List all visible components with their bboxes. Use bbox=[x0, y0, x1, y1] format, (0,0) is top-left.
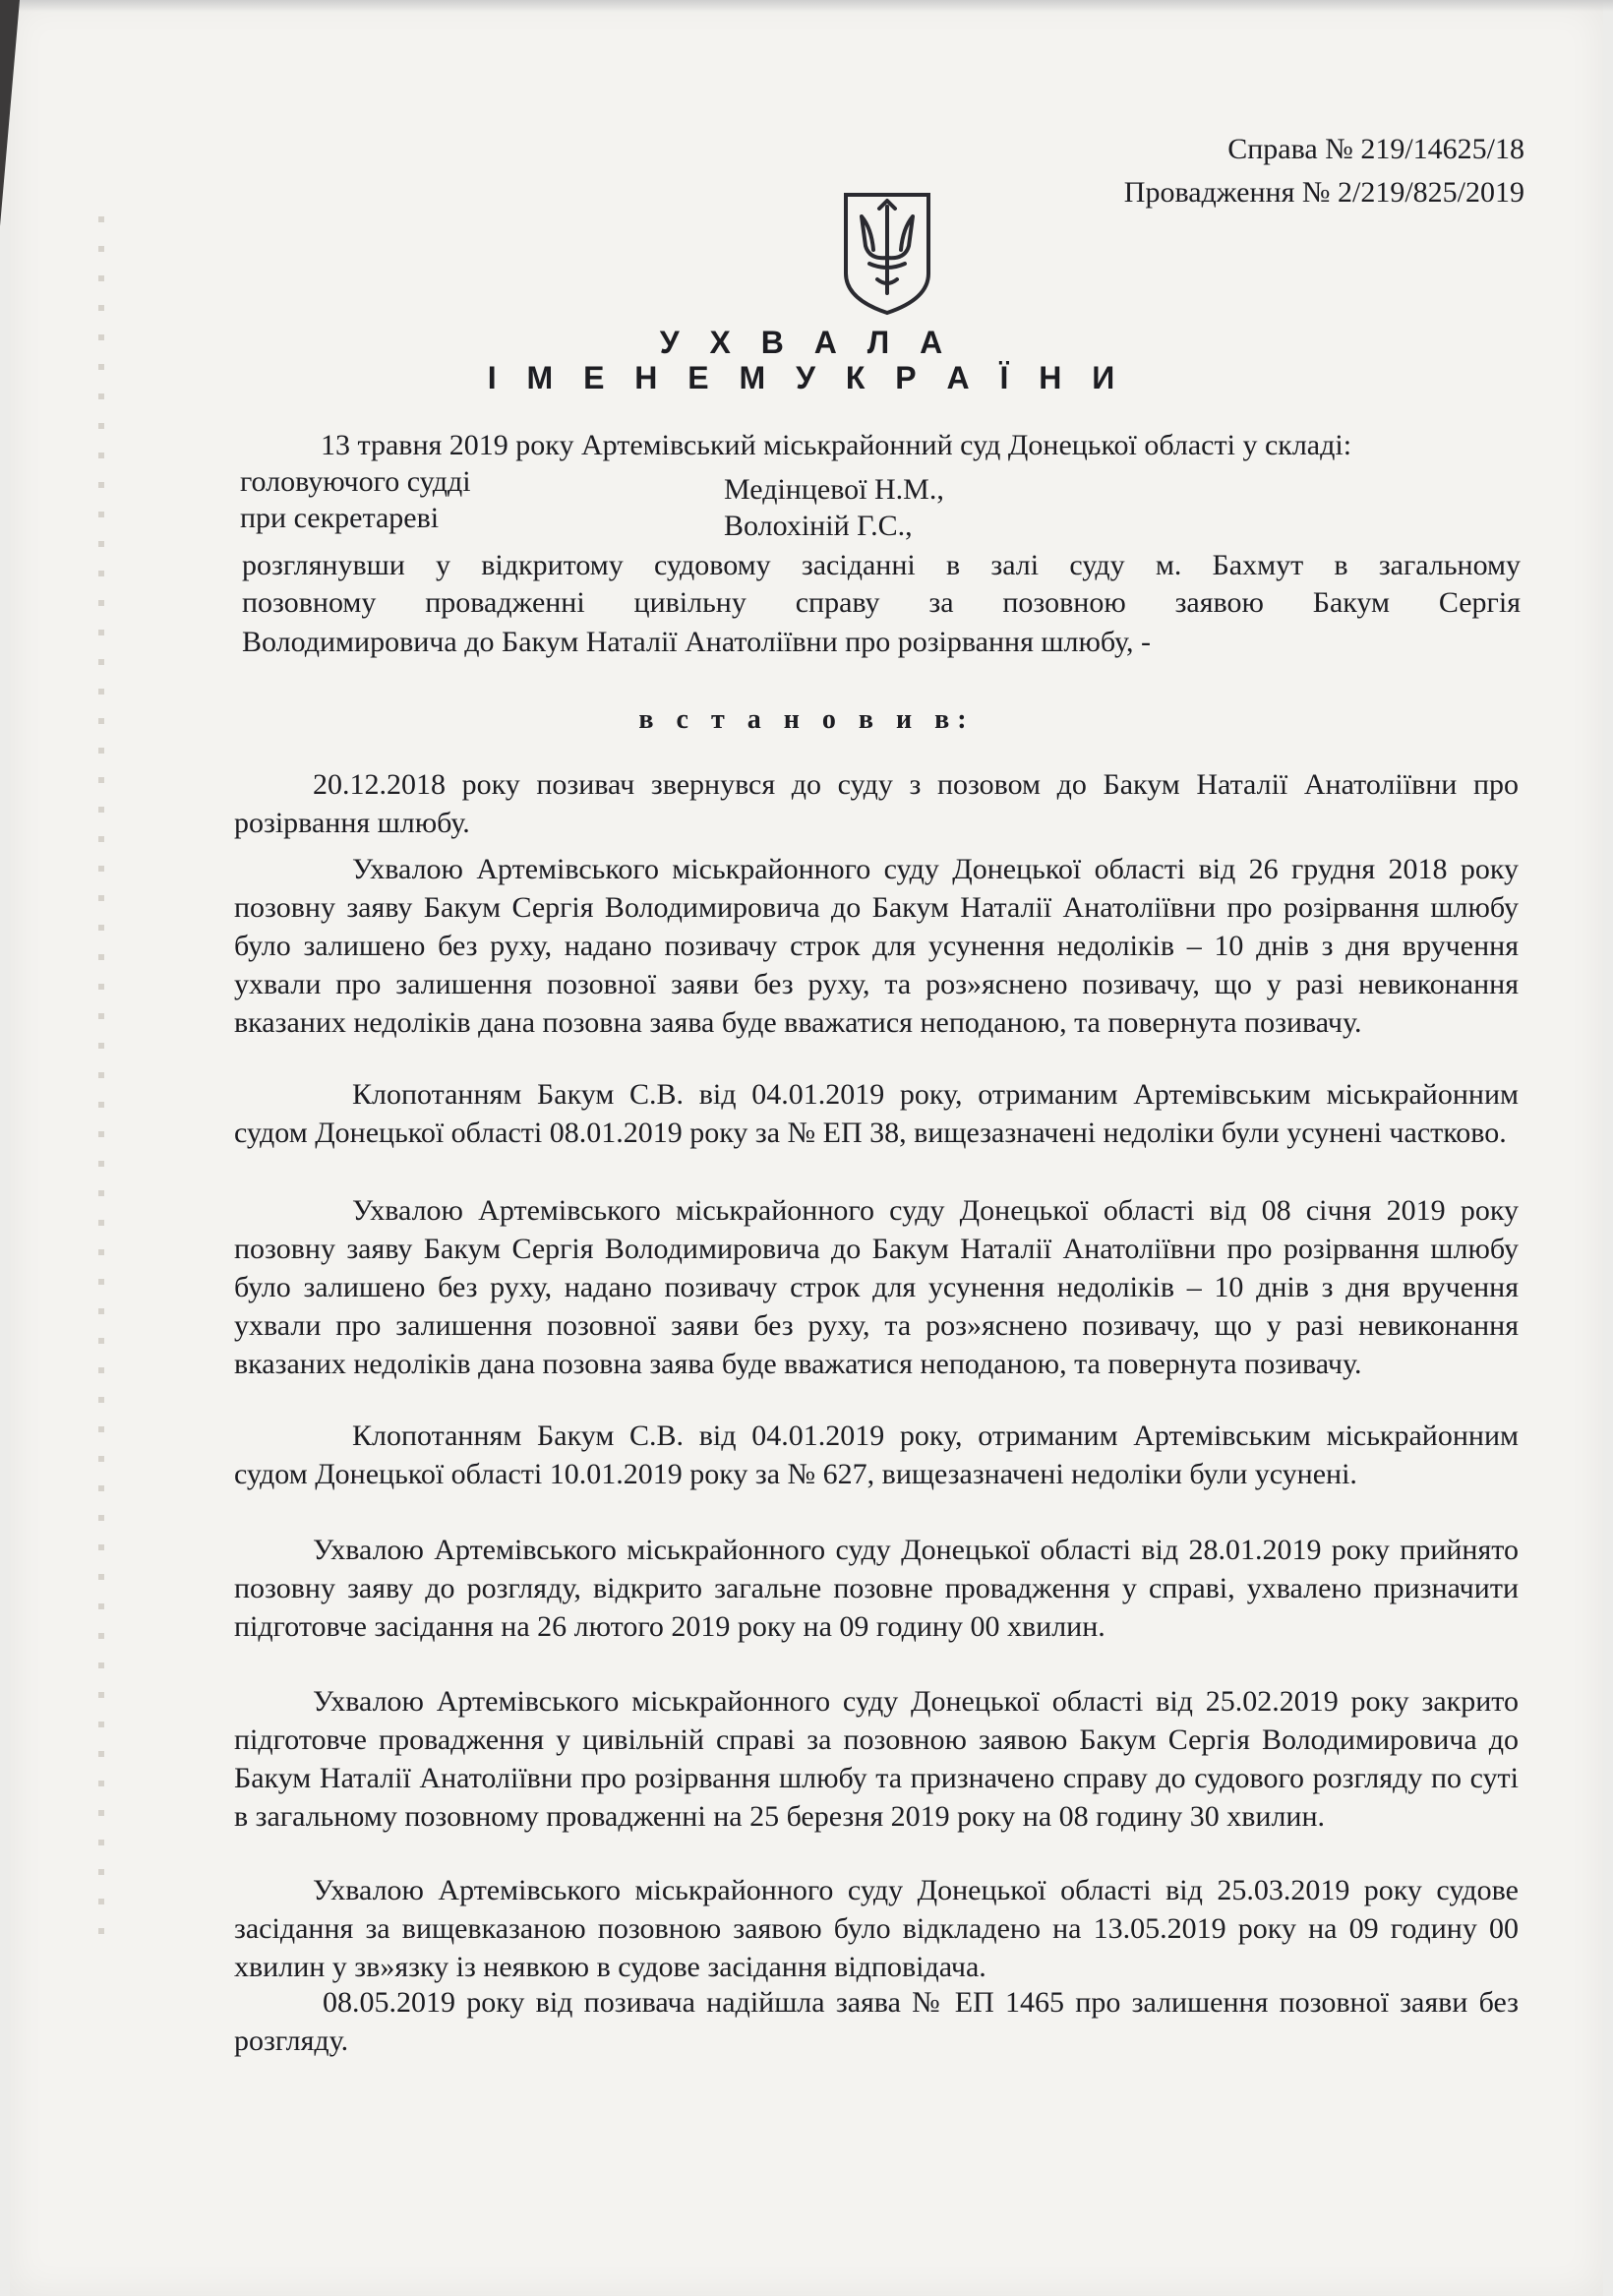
paragraph-1: 20.12.2018 року позивач звернувся до суду з позовом до Бакум Наталії Анатоліївни про розірвання шлюбу. bbox=[234, 768, 1519, 839]
folded-corner bbox=[0, 0, 20, 226]
paragraph-5: Клопотанням Бакум С.В. від 04.01.2019 року, отриманим Артемівським міськрайонним судом Донецької області 10.01.2019 року за № 627, вищезазначені недоліки були усунені. bbox=[234, 1420, 1519, 1490]
paragraph-7: Ухвалою Артемівського міськрайонного суду Донецької області від 25.02.2019 року закрито підготовче провадження у цивільній справі за позовною заявою Бакум Сергія Володимировича до Бакум Наталії Анатоліївни про розірвання шлюбу та призначено справу до судового розгляду по суті в загальному позовному провадженні на 25 березня 2019 року на 08 годину 30 хвилин. bbox=[234, 1685, 1519, 1833]
secretary-name: Волохіній Г.С., bbox=[724, 510, 913, 542]
paragraph-3: Клопотанням Бакум С.В. від 04.01.2019 року, отриманим Артемівським міськрайонним судом Донецької області 08.01.2019 року за № ЕП 38, вищезазначені недоліки були усунені частково. bbox=[234, 1078, 1519, 1149]
case-number: Справа № 219/14625/18 bbox=[1227, 133, 1524, 165]
paragraph-4: Ухвалою Артемівського міськрайонного суду Донецької області від 08 січня 2019 року позовну заяву Бакум Сергія Володимировича до Бакум Наталії Анатоліївни про розірвання шлюбу було залишено без руху, надано позивачу строк для усунення недоліків – 10 днів з дня вручення ухвали про залишення позовної заяви без руху, та роз»яснено позивачу, що у разі невиконання вказаних недоліків дана позовна заява буде вважатися неподаною, та повернута позивачу. bbox=[234, 1194, 1519, 1380]
binding-marks bbox=[98, 216, 104, 1958]
scan-top-shadow bbox=[0, 0, 1613, 12]
case-description-line-2: позовному провадженні цивільну справу за позовною заявою Бакум Сергія bbox=[242, 586, 1521, 619]
court-intro: 13 травня 2019 року Артемівський міськрайонний суд Донецької області у складі: bbox=[321, 429, 1352, 461]
section-heading: в с т а н о в и в: bbox=[638, 704, 975, 735]
trident-coat-of-arms-icon bbox=[840, 189, 934, 317]
document-subtitle: І М Е Н Е М У К Р А Ї Н И bbox=[487, 360, 1126, 395]
paragraph-9: 08.05.2019 року від позивача надійшла заява № ЕП 1465 про залишення позовної заяви без розгляду. bbox=[234, 1986, 1519, 2057]
paragraph-6: Ухвалою Артемівського міськрайонного суду Донецької області від 28.01.2019 року прийнято позовну заяву до розгляду, відкрито загальне позовне провадження у справі, ухвалено призначити підготовче засідання на 26 лютого 2019 року на 09 годину 00 хвилин. bbox=[234, 1534, 1519, 1643]
paragraph-8: Ухвалою Артемівського міськрайонного суду Донецької області від 25.03.2019 року судове засідання за вищевказаною позовною заявою було відкладено на 13.05.2019 року на 09 годину 00 хвилин у зв»язку із неявкою в судове засідання відповідача. bbox=[234, 1874, 1519, 1983]
proceeding-number: Провадження № 2/219/825/2019 bbox=[1123, 176, 1524, 209]
paragraph-2: Ухвалою Артемівського міськрайонного суду Донецької області від 26 грудня 2018 року позовну заяву Бакум Сергія Володимировича до Бакум Наталії Анатоліївни про розірвання шлюбу було залишено без руху, надано позивачу строк для усунення недоліків – 10 днів з дня вручення ухвали про залишення позовної заяви без руху, та роз»яснено позивачу, що у разі невиконання вказаних недоліків дана позовна заява буде вважатися неподаною, та повернута позивачу. bbox=[234, 853, 1519, 1039]
document-title: У Х В А Л А bbox=[659, 325, 954, 360]
case-description-line-3: Володимировича до Бакум Наталії Анатоліївни про розірвання шлюбу, - bbox=[242, 626, 1151, 658]
secretary-label: при секретареві bbox=[240, 502, 440, 534]
case-header bbox=[1124, 128, 1524, 214]
judge-label: головуючого судді bbox=[240, 465, 471, 498]
case-description-line-1: розглянувши у відкритому судовому засіданні в залі суду м. Бахмут в загальному bbox=[242, 549, 1521, 581]
judge-name: Медінцевої Н.М., bbox=[724, 473, 944, 506]
